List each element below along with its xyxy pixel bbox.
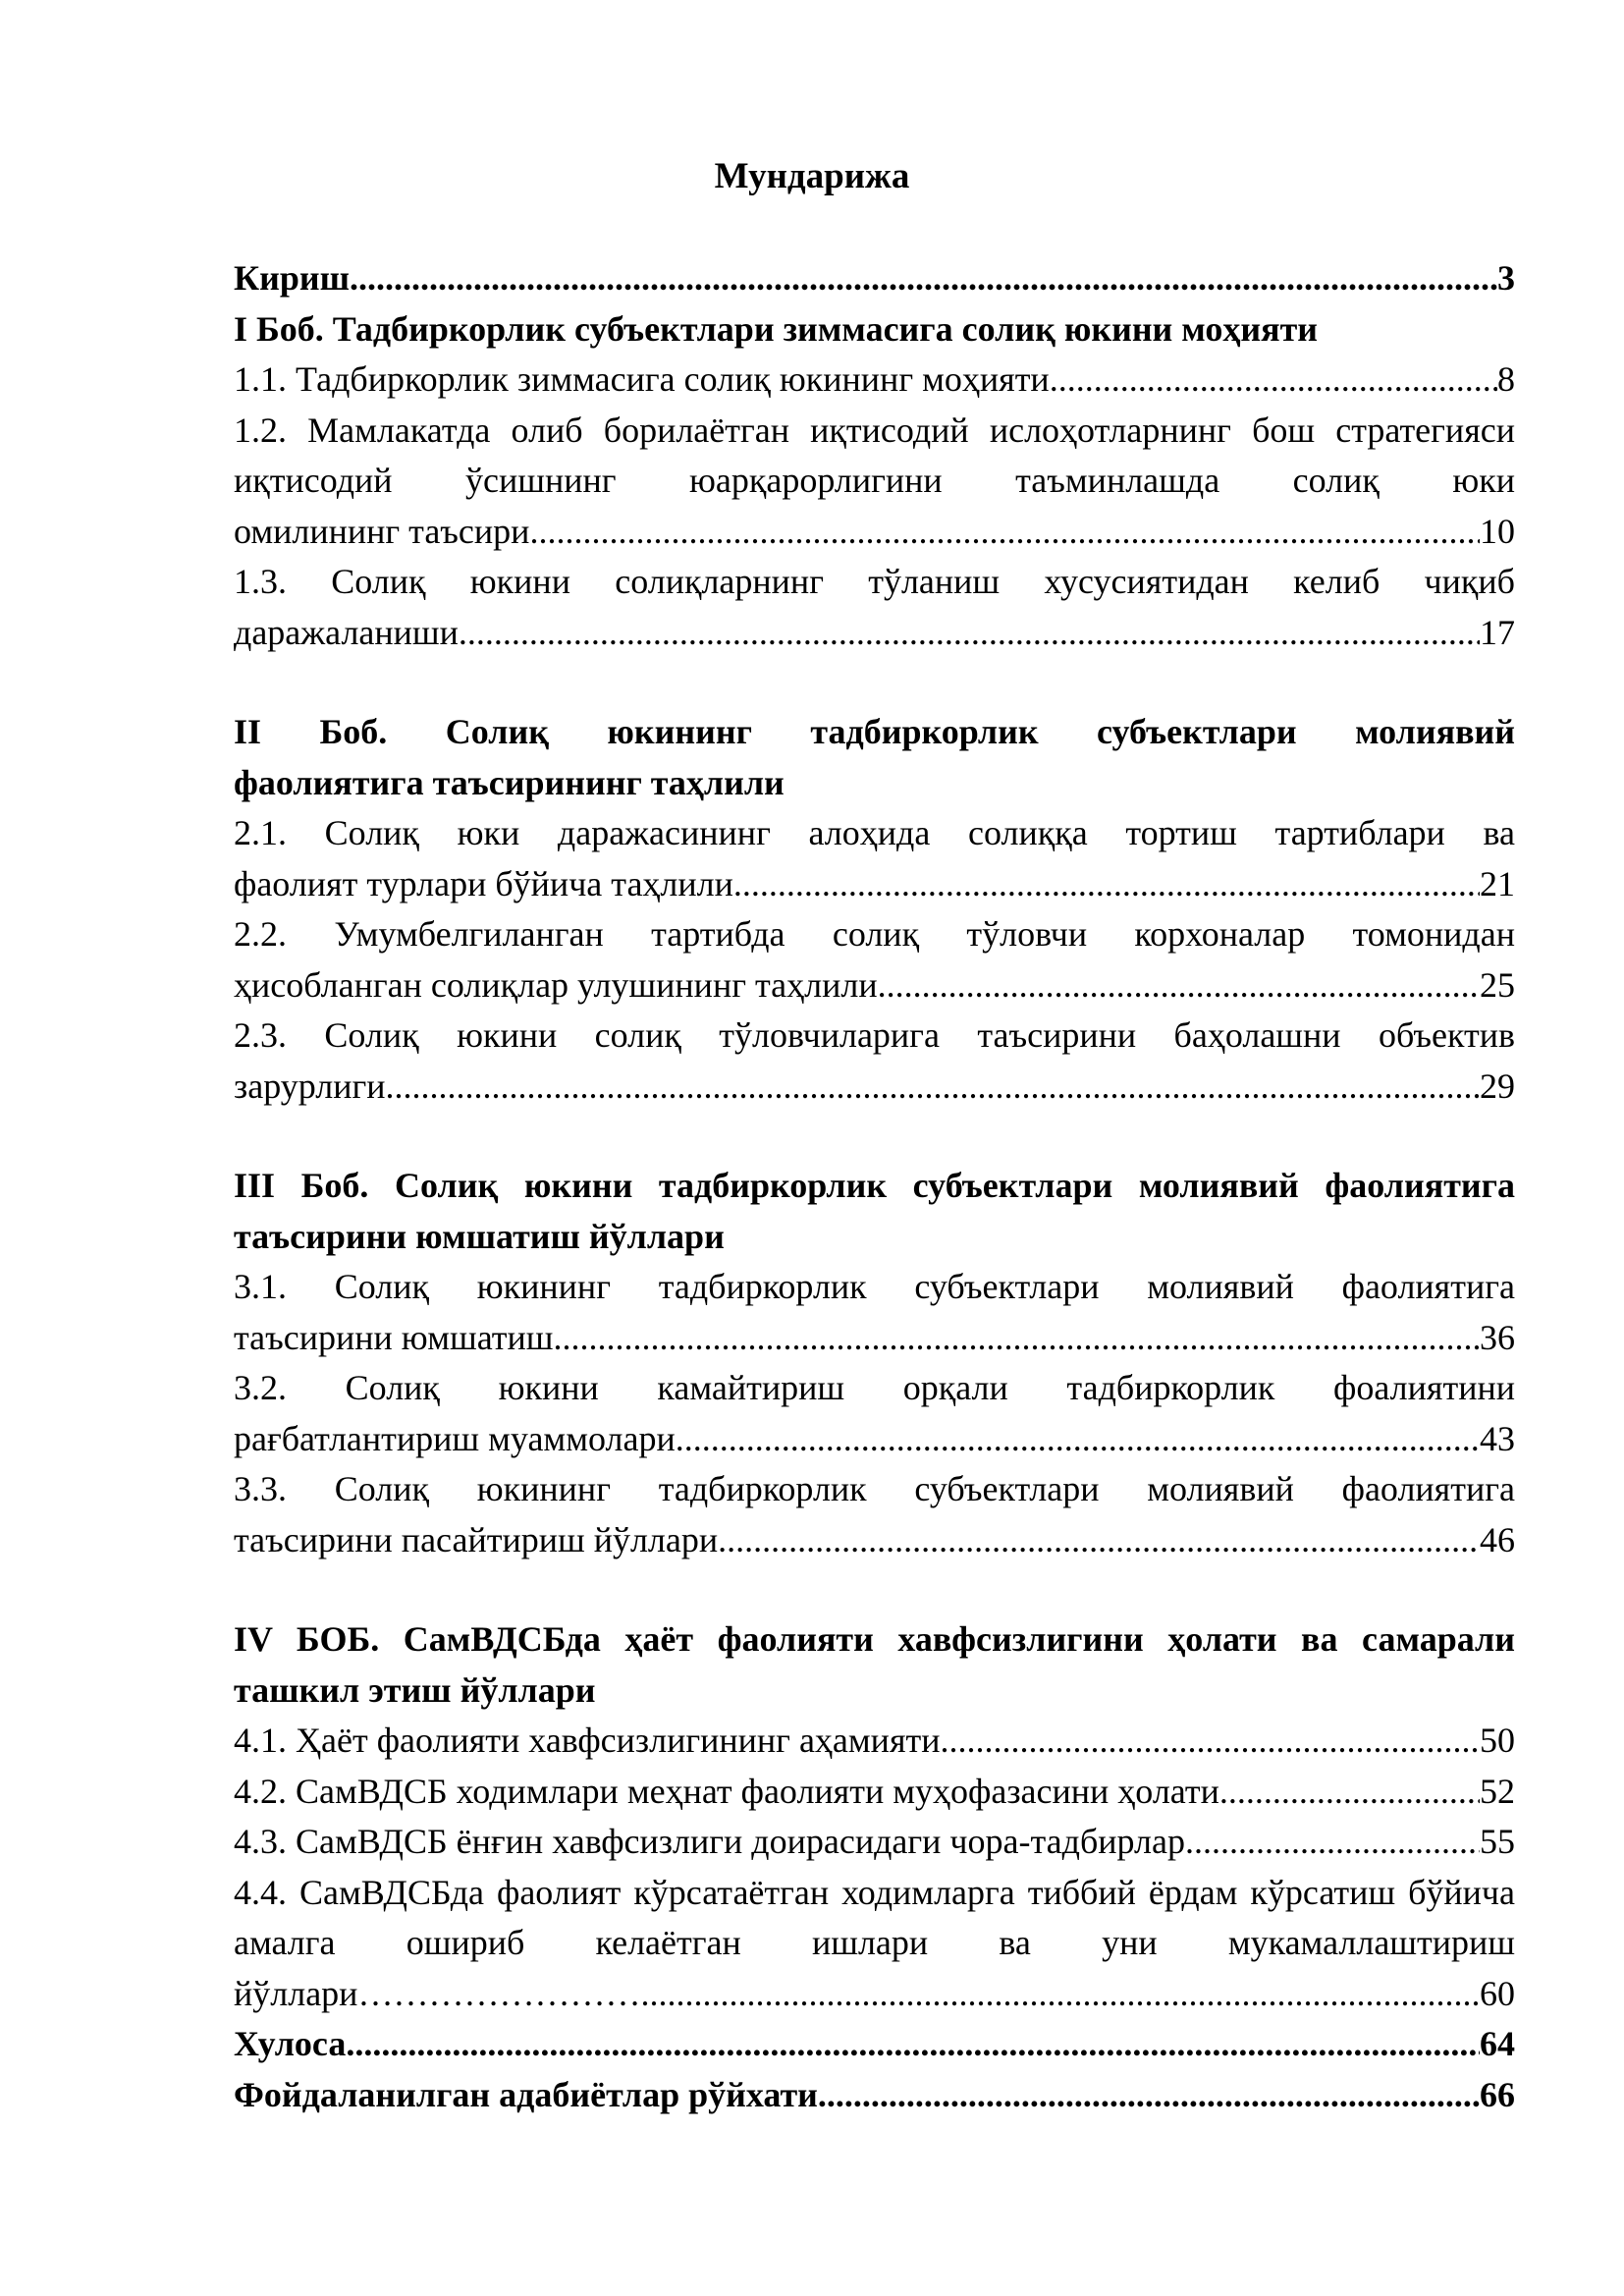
toc-entry-2-3[interactable] (234, 1011, 1515, 1112)
toc-page-number: 43 (1480, 1418, 1515, 1458)
toc-dot-leader (941, 1716, 1480, 1767)
toc-dot-leader (878, 960, 1480, 1011)
toc-dot-leader (1185, 1817, 1480, 1868)
toc-dot-leader (350, 253, 1497, 304)
toc-entry-lead-text: 3.2. Солиқ юкини камайтириш орқали тадбиркорлик фоалиятини (234, 1368, 1515, 1407)
chapter-heading-line-2: таъсирини юмшатиш йўллари (234, 1216, 725, 1256)
toc-page-number: 17 (1480, 612, 1515, 652)
toc-chapter-2-heading[interactable] (234, 707, 1515, 808)
toc-entry-3-3[interactable] (234, 1464, 1515, 1565)
toc-entry-4-2[interactable] (234, 1767, 1515, 1818)
toc-entry-text: 1.1. Тадбиркорлик зиммасига солиқ юкининг моҳияти (234, 359, 1050, 399)
toc-entry-text: даражаланиши (234, 612, 459, 652)
chapter-heading-line-1: III Боб. Солиқ юкини тадбиркорлик субъектлари молиявий фаолиятига (234, 1166, 1515, 1205)
toc-entry-text: 4.2. СамВДСБ ходимлари меҳнат фаолияти муҳофазасини ҳолати (234, 1771, 1219, 1811)
toc-page-number: 10 (1480, 511, 1515, 551)
toc-entry-text: фаолият турлари бўйича таҳлили (234, 863, 733, 903)
table-of-contents (234, 253, 1515, 2120)
toc-chapter-1-heading[interactable] (234, 304, 1515, 355)
toc-dot-leader (1219, 1767, 1480, 1818)
chapter-heading-line-1: II Боб. Солиқ юкининг тадбиркорлик субъектлари молиявий (234, 712, 1515, 751)
toc-chapter-4-heading[interactable] (234, 1614, 1515, 1716)
toc-entry-text: Кириш (234, 258, 351, 298)
toc-entry-lead-text: 2.3. Солиқ юкини солиқ тўловчиларига таъсирини баҳолашни объектив (234, 1015, 1515, 1055)
toc-entry-references[interactable] (234, 2070, 1515, 2121)
toc-dot-leader (640, 1969, 1480, 2020)
toc-entry-conclusion[interactable] (234, 2019, 1515, 2070)
toc-entry-4-4[interactable] (234, 1868, 1515, 2020)
toc-entry-4-3[interactable] (234, 1817, 1515, 1868)
toc-dot-leader (459, 608, 1480, 659)
toc-dot-leader (718, 1515, 1480, 1566)
chapter-heading-line-1: IV БОБ. СамВДСБда ҳаёт фаолияти хавфсизлигини ҳолати ва самарали (234, 1619, 1515, 1659)
toc-dot-leader (554, 1313, 1481, 1364)
chapter-heading-line-2: ташкил этиш йўллари (234, 1669, 596, 1710)
toc-entry-3-2[interactable] (234, 1363, 1515, 1464)
toc-entry-lead-text: 4.4. СамВДСБда фаолият кўрсатаётган ходимларга тиббий ёрдам кўрсатиш бўйича амалга ошириб келаётган ишлари ва уни мукамаллаштириш (234, 1872, 1515, 1962)
toc-page-number: 66 (1480, 2074, 1515, 2114)
toc-page-number: 52 (1480, 1771, 1515, 1811)
toc-page-number: 8 (1497, 359, 1515, 399)
toc-dot-leader (386, 1062, 1480, 1113)
toc-page-number: 29 (1480, 1066, 1515, 1106)
toc-page-number: 3 (1497, 258, 1515, 298)
toc-entry-1-1[interactable] (234, 355, 1515, 406)
chapter-heading-line-2: фаолиятига таъсирининг таҳлили (234, 762, 785, 802)
toc-entry-1-3[interactable] (234, 557, 1515, 658)
toc-page-number: 50 (1480, 1721, 1515, 1760)
toc-dot-leader (818, 2070, 1480, 2121)
toc-entry-4-1[interactable] (234, 1716, 1515, 1767)
toc-entry-lead-text: 3.3. Солиқ юкининг тадбиркорлик субъектлари молиявий фаолиятига (234, 1469, 1515, 1508)
toc-page-number: 46 (1480, 1519, 1515, 1559)
toc-entry-text: таъсирини пасайтириш йўллари (234, 1519, 719, 1559)
toc-dot-leader (676, 1414, 1480, 1465)
toc-dot-leader (733, 859, 1480, 910)
toc-entry-lead-text: 3.1. Солиқ юкининг тадбиркорлик субъектлари молиявий фаолиятига (234, 1267, 1515, 1306)
toc-entry-text: 4.1. Ҳаёт фаолияти хавфсизлигининг аҳамияти (234, 1721, 941, 1760)
toc-page-number: 36 (1480, 1317, 1515, 1357)
toc-dot-leader (346, 2019, 1480, 2070)
toc-entry-lead-text: 2.2. Умумбелгиланган тартибда солиқ тўловчи корхоналар томонидан (234, 914, 1515, 954)
toc-chapter-3-heading[interactable] (234, 1161, 1515, 1262)
toc-entry-text: рағбатлантириш муаммолари (234, 1418, 676, 1458)
toc-page-number: 64 (1480, 2024, 1515, 2063)
toc-entry-2-2[interactable] (234, 909, 1515, 1011)
toc-entry-intro[interactable] (234, 253, 1515, 304)
toc-dot-leader (529, 507, 1480, 558)
toc-dot-leader (1050, 355, 1497, 406)
toc-entry-text: омилининг таъсири (234, 511, 530, 551)
chapter-heading-text: I Боб. Тадбиркорлик субъектлари зиммасига солиқ юкини моҳияти (234, 308, 1318, 349)
toc-entry-3-1[interactable] (234, 1262, 1515, 1363)
toc-page-number: 60 (1480, 1973, 1515, 2013)
toc-entry-text: зарурлиги (234, 1066, 386, 1106)
toc-entry-text: Фойдаланилган адабиётлар рўйхати (234, 2074, 818, 2114)
page-title: Мундарижа (714, 156, 910, 196)
toc-entry-lead-text: 2.1. Солиқ юки даражасининг алоҳида солиққа тортиш тартиблари ва (234, 813, 1515, 852)
toc-entry-1-2[interactable] (234, 406, 1515, 558)
toc-entry-lead-text: 1.3. Солиқ юкини солиқларнинг тўланиш хусусиятидан келиб чиқиб (234, 562, 1515, 601)
toc-entry-2-1[interactable] (234, 808, 1515, 909)
toc-page-number: 55 (1480, 1822, 1515, 1861)
toc-entry-text: ҳисобланган солиқлар улушининг таҳлили (234, 964, 878, 1005)
toc-entry-text: йўллари…………………… (234, 1973, 641, 2013)
toc-entry-text: таъсирини юмшатиш (234, 1317, 554, 1357)
toc-entry-text: Хулоса (234, 2024, 347, 2063)
toc-page-number: 25 (1480, 964, 1515, 1005)
toc-entry-lead-text: 1.2. Мамлакатда олиб борилаётган иқтисодий ислоҳотларнинг бош стратегияси иқтисодий ўсишнинг юарқарорлигини таъминлашда солиқ юки (234, 410, 1515, 500)
toc-page-number: 21 (1480, 863, 1515, 903)
toc-entry-text: 4.3. СамВДСБ ёнғин хавфсизлиги доирасидаги чора-тадбирлар (234, 1822, 1185, 1861)
